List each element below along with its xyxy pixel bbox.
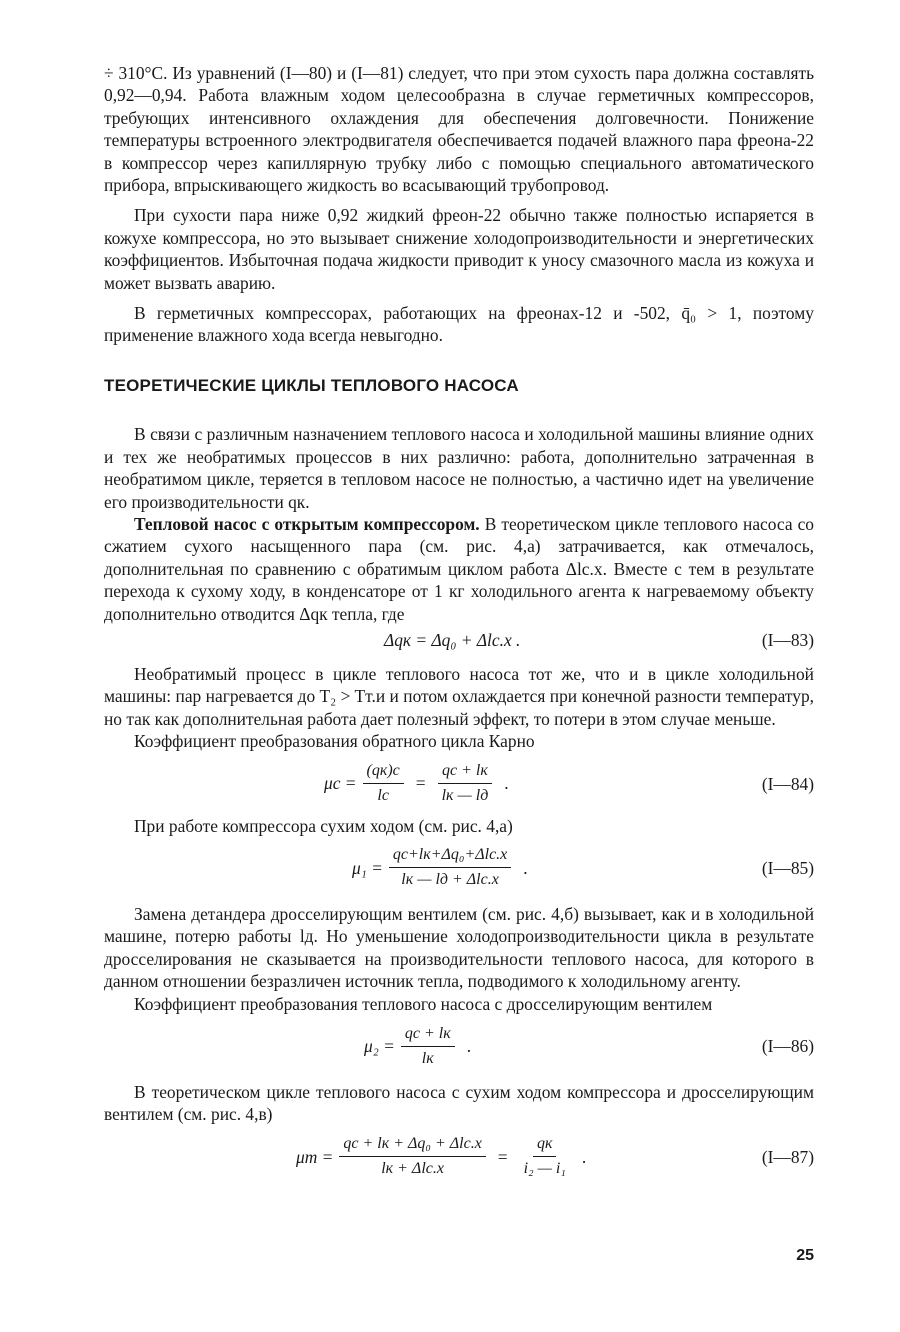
equation-I-86-number: (I—86) xyxy=(761,1036,814,1056)
fraction-denominator: lк — lд xyxy=(441,787,489,805)
paragraph-3: В герметичных компрессорах, работающих на фреонах-12 и -502, q̄₀ > 1, поэтому применение влажного хода всегда невыгодно. xyxy=(104,303,814,346)
equation-I-86: μ₂ = $\frac{qc + lк}{lк}$ . (I—86) xyxy=(364,1024,814,1067)
equation-I-83 xyxy=(104,625,814,655)
paragraph-6: Необратимый процесс в цикле теплового насоса тот же, что и в цикле холодильной машины: пар нагревается до T₂ > Tт.и и потом охлаждается при конечной разности температур, но так как дополнительная работа дает полезный эффект, то потери в этом случае меньше. xyxy=(104,663,814,729)
paragraph-11: В теоретическом цикле теплового насоса с сухим ходом компрессора и дросселирующим вентилем (см. рис. 4,в) xyxy=(104,1082,814,1125)
equation-I-85-lhs: μ₁ = xyxy=(352,857,383,878)
equation-I-83-number: (I—83) xyxy=(761,629,814,650)
page-number: 25 xyxy=(796,1247,814,1264)
page-body xyxy=(104,62,814,1188)
paragraph-8: При работе компрессора сухим ходом (см. рис. 4,а) xyxy=(134,815,513,836)
fraction-denominator: i₂ — i₁ xyxy=(523,1160,566,1178)
paragraph-5 xyxy=(104,513,814,625)
paragraph-5-text: В теоретическом цикле теплового насоса со сжатием сухого насыщенного пара (см. рис. 4,а) затрачивается, как отмечалось, дополнительная по сравнению с обратимым циклом работа Δlс.х. Вместе с тем в результате перехода к сухому ходу, в конденсаторе от 1 кг холодильного агента к нагреваемому объекту дополнительно отводится Δqк тепла, где xyxy=(104,513,815,624)
paragraph-10: Коэффициент преобразования теплового насоса с дросселирующим вентилем xyxy=(134,993,713,1014)
paragraph-1: ÷ 310°C. Из уравнений (I—80) и (I—81) следует, что при этом сухость пара должна составлять 0,92—0,94. Работа влажным ходом целесообразна в случае герметичных компрессоров, требующих интенсивного охлаждения для обеспечения долговечности. Понижение температуры встроенного электродвигателя обеспечивается подачей влажного пара фреона-22 в компрессор через капиллярную трубку либо с помощью специального автоматического прибора, впрыскивающего жидкость во всасывающий трубопровод. xyxy=(104,63,814,196)
fraction-numerator: qc + lк xyxy=(401,1024,455,1047)
equation-I-83-expr: Δqк = Δq₀ + Δlс.х . xyxy=(384,629,521,650)
fraction-denominator: lк xyxy=(421,1049,434,1067)
equation-I-85-fraction xyxy=(389,845,511,890)
fraction-denominator: lc xyxy=(377,787,389,805)
equation-I-84-number: (I—84) xyxy=(761,773,814,794)
equation-I-87-fraction-1 xyxy=(339,1134,485,1179)
fraction-numerator: qк xyxy=(533,1134,556,1157)
equation-I-84-lhs: μc = xyxy=(324,773,357,794)
equation-I-86-fraction xyxy=(401,1024,455,1069)
fraction-numerator: qc+lк+Δq₀+Δlс.х xyxy=(389,845,511,868)
paragraph-9: Замена детандера дросселирующим вентилем (см. рис. 4,б) вызывает, как и в холодильной машине, потерю работы lд. Но уменьшение холодопроизводительности цикла в результате дросселирования не сказывается на производительности теплового насоса, для которого в данном отношении безразличен источник тепла, подводимого к холодильному агенту. xyxy=(104,903,814,992)
fraction-denominator: lк + Δlс.х xyxy=(381,1160,444,1178)
paragraph-4: В связи с различным назначением теплового насоса и холодильной машины влияние одних и тех же необратимых процессов в них различно: работа, дополнительно затраченная в необратимом цикле, теряется в тепловом насосе не полностью, а частично идет на увеличение его производительности qк. xyxy=(104,424,814,512)
equation-I-85: μ₁ = $\frac{\text{qc+lк+Δq₀+Δlс.х}}{\text{lк — lд + Δlс.х}}$ . (I—85) xyxy=(352,846,814,889)
equation-I-84-fraction-1 xyxy=(363,761,404,806)
equation-I-87-lhs: μт = xyxy=(296,1146,334,1167)
equation-I-84-fraction-2 xyxy=(438,761,493,806)
fraction-denominator: lк — lд + Δlс.х xyxy=(401,871,499,889)
paragraph-5-bold-lead: Тепловой насос с открытым компрессором. xyxy=(134,513,480,534)
equation-I-84: μc = $\frac{(qк)c}{lc}$ = $\frac{qc + lк}{lк — lд}$ . (I—84) xyxy=(324,762,814,805)
equation-I-85-number: (I—85) xyxy=(761,857,814,878)
equation-I-87-number: (I—87) xyxy=(761,1146,814,1167)
paragraph-2: При сухости пара ниже 0,92 жидкий фреон-22 обычно также полностью испаряется в кожухе компрессора, но это вызывает снижение холодопроизводительности и энергетических коэффициентов. Избыточная подача жидкости приводит к уносу смазочного масла из кожуха и может вызвать аварию. xyxy=(104,205,814,293)
paragraph-7: Коэффициент преобразования обратного цикла Карно xyxy=(134,731,535,752)
equation-I-86-lhs: μ₂ = xyxy=(364,1035,395,1056)
section-heading: ТЕОРЕТИЧЕСКИЕ ЦИКЛЫ ТЕПЛОВОГО НАСОСА xyxy=(104,375,519,395)
fraction-numerator: (qк)c xyxy=(363,761,404,784)
fraction-numerator: qc + lк xyxy=(438,761,492,784)
equation-I-87: μт = $\frac{\text{qc + lк + Δq₀ + Δlс.х}}{\text{lк + Δlс.х}}$ = $\frac{qк}{\text{i₂ — i₁}}$ . (I—87) xyxy=(296,1135,814,1178)
equation-I-87-fraction-2 xyxy=(520,1134,570,1179)
fraction-numerator: qc + lк + Δq₀ + Δlс.х xyxy=(339,1134,485,1157)
